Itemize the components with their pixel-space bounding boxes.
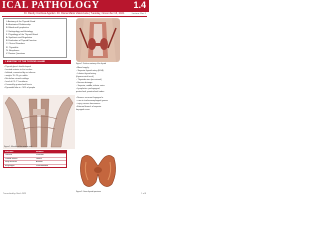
figure-caption: Figure 1. Muscles of the anterior neck	[4, 146, 33, 148]
body-line: – located anterior to the trachea	[4, 69, 33, 71]
section-heading: I. ANATOMY OF THE THYROID GLAND	[3, 60, 71, 64]
thyroid-specimen-image	[76, 150, 120, 192]
outline-item: C. Embryology and Histology	[6, 30, 33, 33]
outline-item: A. Anatomical Relationship	[6, 24, 31, 27]
page-title: ICAL PATHOLOGY	[2, 0, 100, 11]
outline-item: IV. Neoplasms	[6, 49, 20, 52]
right-line: – runs in tracheoesophageal groove	[76, 100, 108, 102]
table-header-cell: Structure	[5, 151, 14, 153]
revision-label: Lecture: Rev 1	[131, 13, 146, 15]
right-line: – Superior, middle, inferior veins	[76, 85, 105, 87]
body-line: • Pyramidal lobe in ~50% of people	[4, 87, 36, 89]
table-cell: Posteromedial	[36, 164, 49, 167]
right-line: – injury causes hoarseness	[76, 103, 101, 105]
table-cell: Strap muscles	[5, 161, 17, 164]
neck-anatomy-image	[76, 18, 120, 62]
table-header-cell: Relation	[36, 151, 44, 153]
outline-item: V. Review Questions	[6, 53, 26, 55]
outline-item: B. Evaluation of Thyroid Function	[6, 40, 37, 43]
header-divider	[2, 16, 147, 17]
table-cell: Anterior	[36, 161, 43, 164]
page-number: 1 of 8	[141, 193, 146, 195]
right-line: • Lymphatics: prelaryngeal,	[76, 88, 100, 90]
neck-muscle-illustration	[3, 95, 75, 149]
right-line: laryngeal nerve	[76, 109, 90, 111]
relations-table	[3, 150, 67, 168]
outline-item: I. Anatomy of the Thyroid Gland	[6, 21, 36, 23]
body-line: • Covered by pretracheal fascia	[4, 84, 32, 86]
outline-item: II. Physiology of the Thyroid Gland	[6, 33, 38, 36]
right-line: – Thyroidea ima (occasional)	[76, 79, 102, 81]
right-line: – Superior thyroid artery (ECA)	[76, 70, 104, 72]
lecture-number: 1.4	[133, 0, 146, 10]
table-cell: Esophagus	[5, 164, 15, 167]
right-line: • Blood supply:	[76, 67, 90, 69]
outline-box	[3, 18, 67, 58]
outline-item: B. Blood and Lymphatics	[6, 27, 29, 30]
outline-item: A. Synthesis and Regulation	[6, 37, 33, 39]
body-line: – level of C5–T1 vertebrae	[4, 81, 28, 83]
right-line: • External branch of superior	[76, 106, 102, 108]
table-cell: Lateral	[36, 157, 42, 160]
lecturer-line: Dr. Randy Cordova Aguilar • Dr. Diana Marie Valenzuela | Tuesday, November 16, 2021	[24, 12, 125, 15]
table-cell: Trachea	[5, 154, 12, 157]
table-cell: Posterior	[36, 154, 44, 157]
footer-credit: Transcribed by: Batch 2023	[3, 193, 27, 195]
right-line: • Nerves: recurrent laryngeal n.	[76, 97, 104, 99]
figure-caption: Figure 3. Gross thyroid specimen	[76, 191, 101, 193]
outline-item: III. Thyroiditis	[6, 46, 19, 49]
right-line: • Venous drainage:	[76, 82, 93, 84]
table-cell: Carotid sheath	[5, 157, 18, 160]
body-line: • Thyroid gland: shield-shaped	[4, 66, 31, 68]
table-row	[4, 165, 66, 167]
body-line: – weighs 15–25 g in adults	[4, 75, 28, 77]
figure-caption: Figure 2. Surface anatomy of the thyroid	[76, 63, 107, 65]
body-line: • Sits below cricoid cartilage	[4, 78, 29, 80]
body-line: – bilobed; connected by an isthmus	[4, 72, 36, 74]
right-line: (thyrocervical trunk)	[76, 76, 94, 78]
right-line: – Inferior thyroid artery	[76, 73, 97, 75]
outline-item: C. Clinical Disorders	[6, 43, 25, 46]
right-line: pretracheal, paratracheal nodes	[76, 91, 105, 93]
